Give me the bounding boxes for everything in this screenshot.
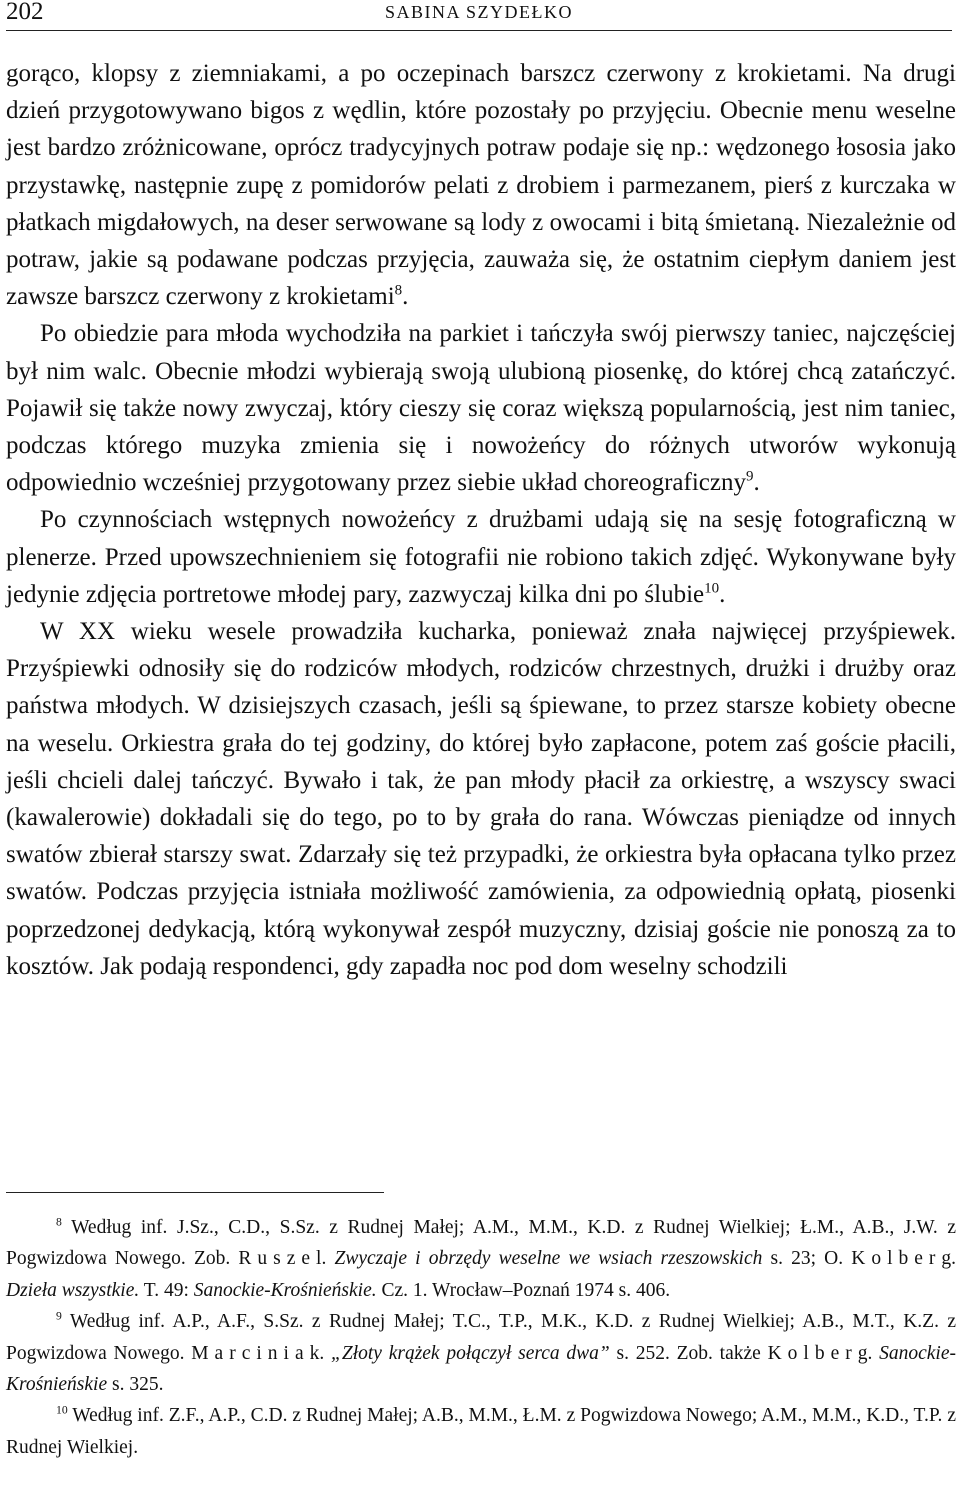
paragraph-tail: . — [402, 283, 409, 311]
footnote-italic-title: Sanockie-Krośnieńskie — [6, 1342, 957, 1396]
footnote-text: Według inf. A.P., A.F., S.Sz. z Rudnej Małej; T.C., T.P., M.K., K.D. z Rudnej Wielkiej; A.B., M.T., K.Z. z Pogwizdowa Nowego. — [6, 1311, 957, 1364]
paragraph-text: Po obiedzie para młoda wychodziła na parkiet i tańczyła swój pierwszy taniec, najczęściej był nim walc. Obecnie młodzi wybierają swoją ulubioną piosenkę, do której chcą zatańczyć. Pojawił się także nowy zwyczaj, który cieszy się coraz większą popularnością, jest nim taniec, podczas którego muzyka zmienia się i nowożeńcy do różnych utworów wykonują odpowiednio wcześniej przygotowany przez siebie układ choreograficzny — [6, 320, 956, 497]
footnote-text: s. 252. Zob. także — [609, 1342, 768, 1364]
footnote-text: T. 49: — [139, 1279, 194, 1301]
paragraph — [6, 613, 956, 985]
paragraph-tail: . — [719, 580, 726, 608]
paragraph — [6, 55, 956, 315]
footnote-ref: 8 — [394, 282, 403, 299]
body-text — [6, 55, 956, 985]
footnote-8 — [6, 1212, 956, 1306]
footnote-text: l. — [316, 1248, 335, 1270]
paragraph-text: W XX wieku wesele prowadziła kucharka, ponieważ znała najwięcej przyśpiewek. Przyśpiewki odnosiły się do rodziców młodych, rodziców chrzestnych, drużki i drużby oraz państwa młodych. W dzisiejszych czasach, jeśli są śpiewane, to przez starsze kobiety obecne na weselu. Orkiestra grała do tej godziny, do której było zapłacone, potem zaś goście płacili, jeśli chcieli dalej tańczyć. Bywało i tak, że pan młody płacił za orkiestrę, a wszyscy swaci (kawalerowie) dokładali się do tego, po to by grała do rana. Wówczas pieniądze od innych swatów zbierał starszy swat. Zdarzały się też przypadki, że orkiestra była opłacana tylko przez swatów. Podczas przyjęcia istniała możliwość zamówienia, za odpowiednią opłatą, piosenki poprzedzonej dedykacją, którą wykonywał zespół muzyczny, dzisiaj goście nie ponoszą za to kosztów. Jak podają respondenci, gdy zapadła noc pod dom weselny schodzili — [6, 618, 956, 980]
footnote-10 — [6, 1400, 956, 1463]
footnote-text: Według inf. J.Sz., C.D., S.Sz. z Rudnej Małej; A.M., M.M., K.D. z Rudnej Wielkiej; Ł.M., A.B., J.W. z Pogwizdowa Nowego. Zob. — [6, 1217, 956, 1270]
author-name: Rusze — [238, 1248, 317, 1270]
paragraph — [6, 501, 956, 613]
footnotes — [6, 1212, 956, 1463]
footnote-ref: 10 — [704, 580, 720, 597]
running-head: SABINA SZYDEŁKO — [384, 2, 573, 22]
paragraph-tail: . — [753, 469, 760, 497]
footnote-9 — [6, 1306, 956, 1400]
footnote-italic-title: „Złoty krążek połączył serca dwa” — [331, 1342, 610, 1364]
footnote-text: s. 23; O. — [762, 1248, 852, 1270]
footnote-separator — [6, 1192, 384, 1193]
footnote-italic-title: Zwyczaje i obrzędy weselne we wsiach rzeszowskich — [334, 1248, 763, 1270]
footnote-italic-title: Sanockie-Krośnieńskie. — [193, 1279, 377, 1301]
footnote-text: Cz. 1. Wrocław–Poznań 1974 s. 406. — [376, 1279, 671, 1301]
page-header — [6, 0, 952, 31]
author-name: Marcinia — [191, 1342, 310, 1364]
footnote-text: g. — [941, 1248, 957, 1270]
footnote-number: 8 — [56, 1215, 62, 1229]
footnote-text: k. — [309, 1342, 331, 1364]
footnote-text: Według inf. Z.F., A.P., C.D. z Rudnej Małej; A.B., M.M., Ł.M. z Pogwizdowa Nowego; A.M., M.M., K.D., T.P. z Rudnej Wielkiej. — [6, 1405, 956, 1458]
footnote-text: g. — [857, 1342, 880, 1364]
footnote-number: 10 — [56, 1403, 68, 1417]
author-name: Kolber — [851, 1248, 942, 1270]
footnote-text: s. 325. — [107, 1374, 164, 1396]
footnote-ref: 9 — [746, 468, 754, 485]
page-number: 202 — [6, 0, 44, 25]
author-name: Kolber — [767, 1342, 858, 1364]
paragraph — [6, 315, 956, 501]
paragraph-text: gorąco, klopsy z ziemniakami, a po oczepinach barszcz czerwony z krokietami. Na drugi dzień przygotowywano bigos z wędlin, które pozostały po przyjęciu. Obecnie menu weselne jest bardzo zróżnicowane, oprócz tradycyjnych potraw podaje się np.: wędzonego łososia jako przystawkę, następnie zupę z pomidorów pelati z drobiem i parmezanem, pierś z kurczaka w płatkach migdałowych, na deser serwowane są lody z owocami i bitą śmietaną. Niezależnie od potraw, jakie są podawane podczas przyjęcia, zauważa się, że ostatnim ciepłym daniem jest zawsze barszcz czerwony z krokietami — [6, 60, 956, 311]
footnote-number: 9 — [56, 1309, 62, 1323]
footnote-italic-title: Dzieła wszystkie. — [6, 1279, 140, 1301]
paragraph-text: Po czynnościach wstępnych nowożeńcy z drużbami udają się na sesję fotograficzną w plenerze. Przed upowszechnieniem się fotografii nie robiono takich zdjęć. Wykonywane były jedynie zdjęcia portretowe młodej pary, zazwyczaj kilka dni po ślubie — [6, 506, 956, 608]
